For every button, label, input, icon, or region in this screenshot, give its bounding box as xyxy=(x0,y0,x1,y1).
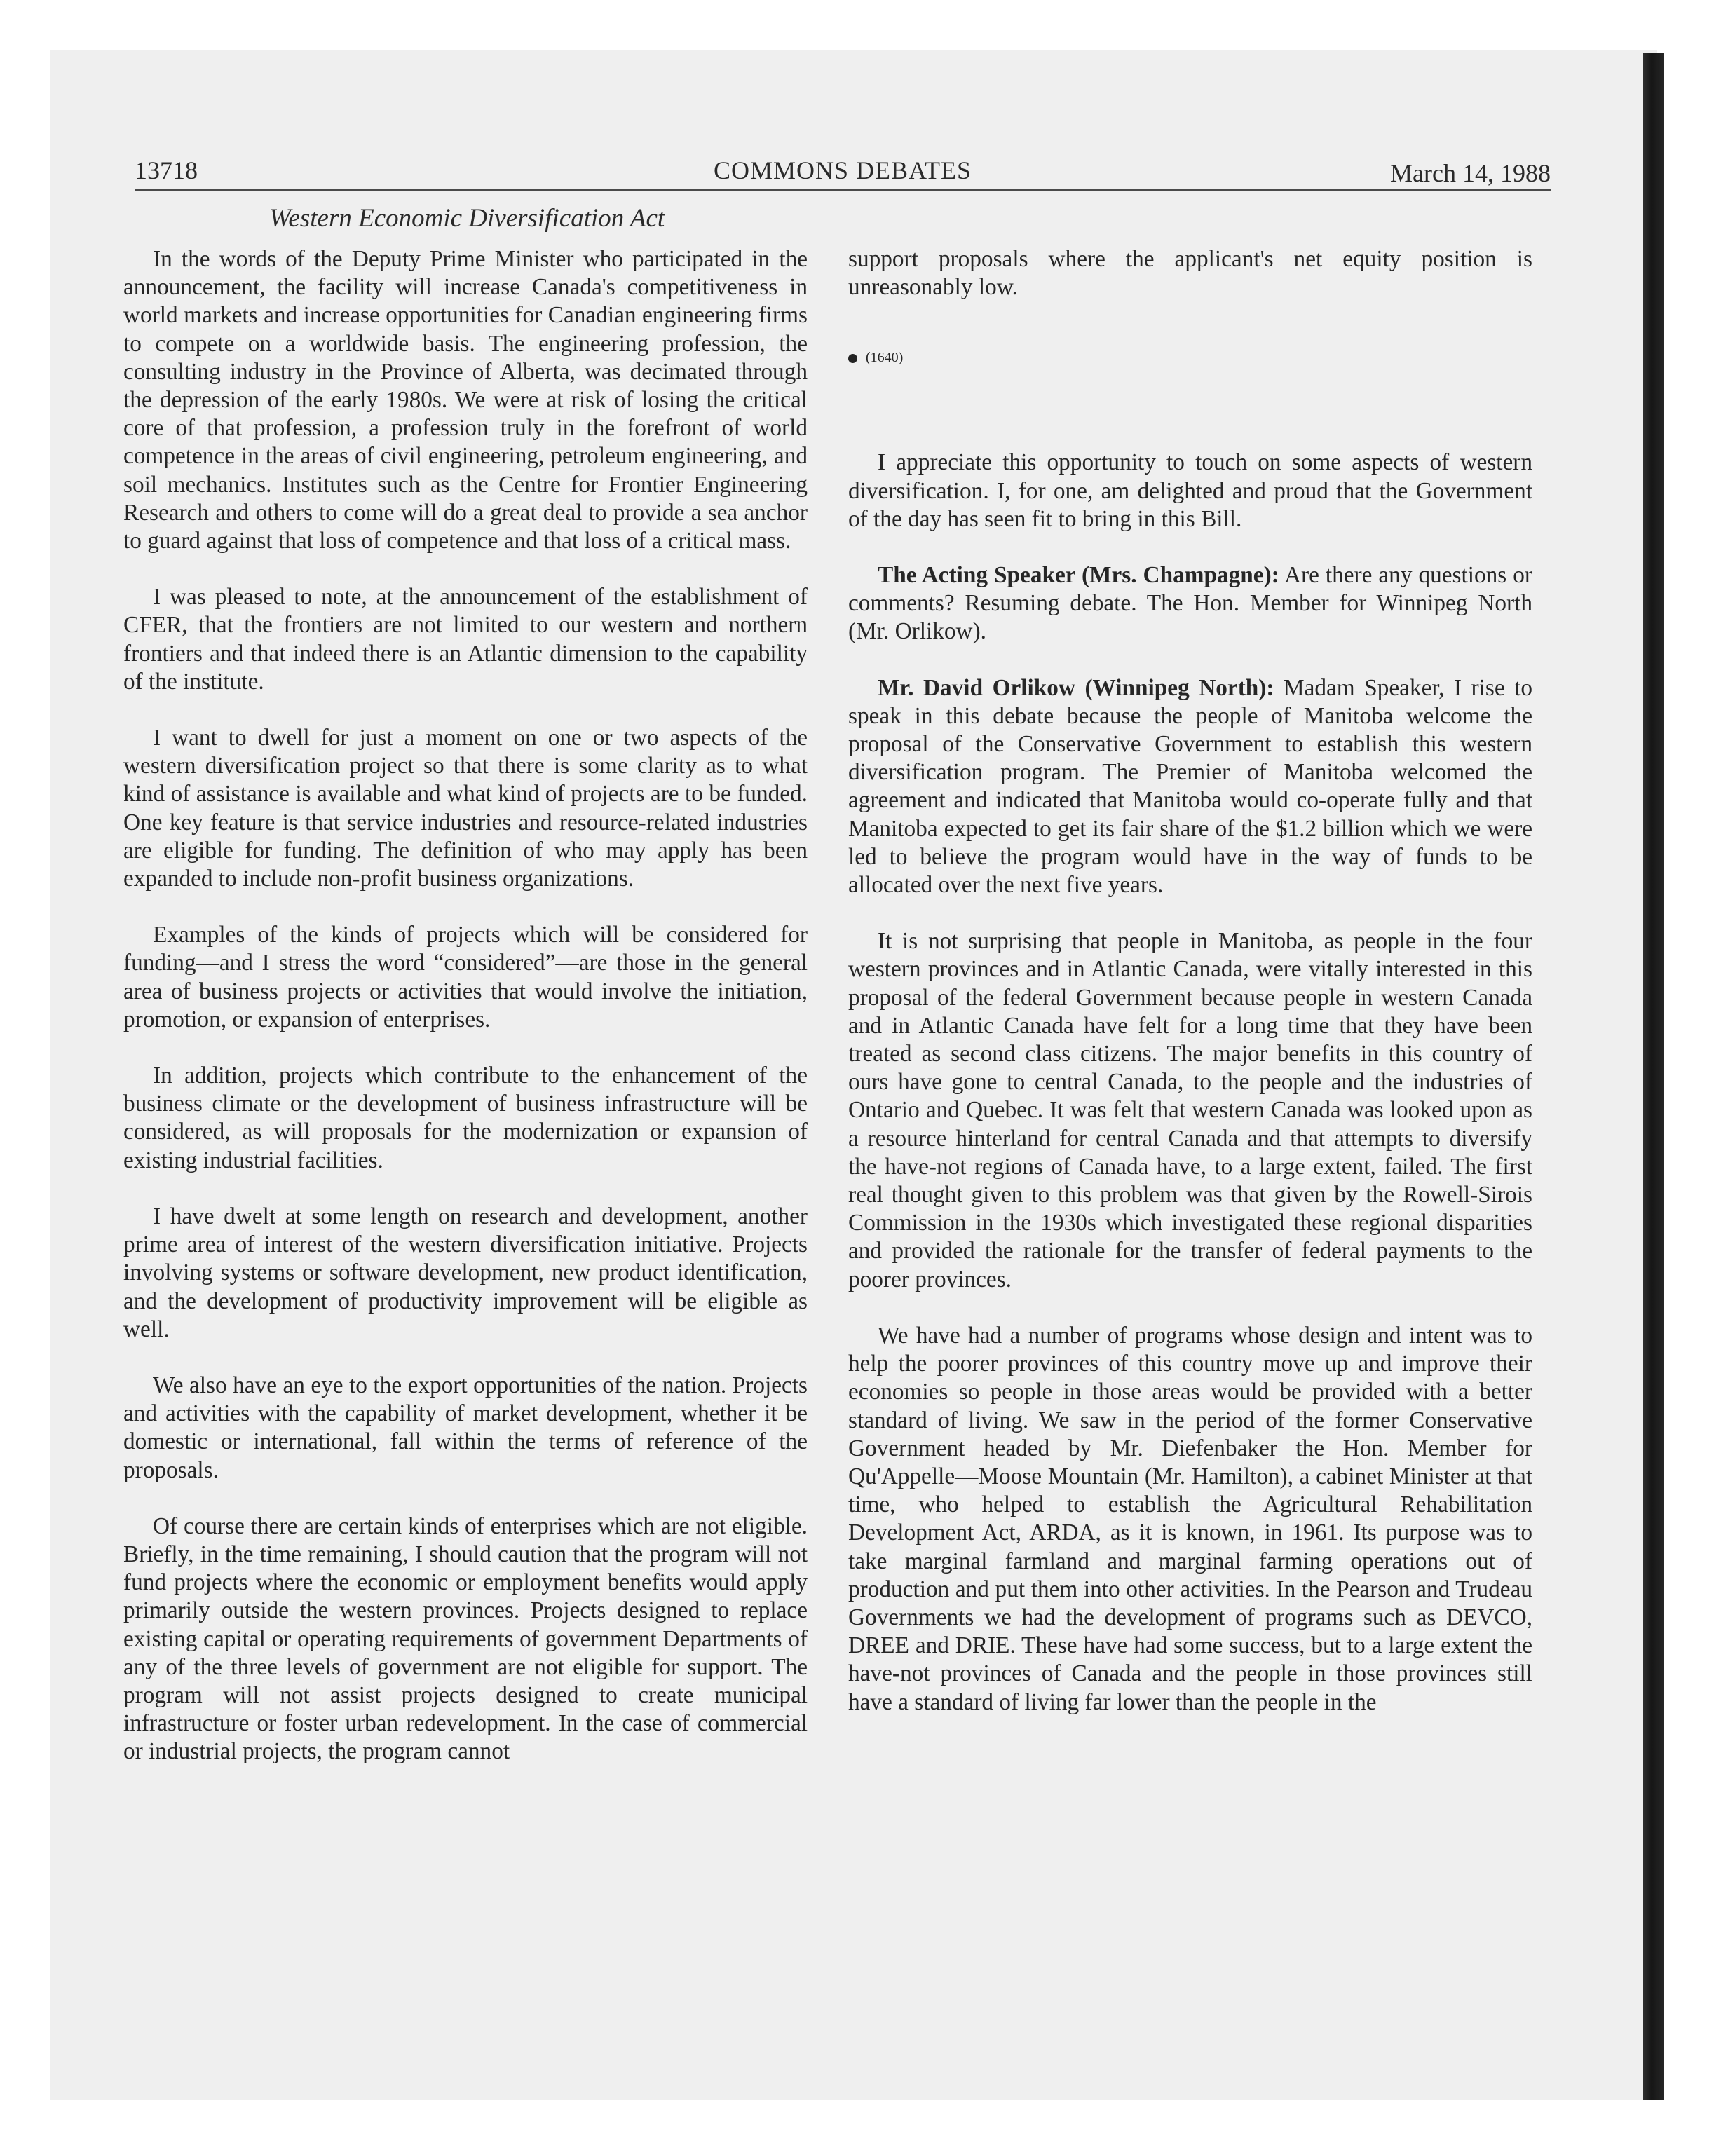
speaker-name: The Acting Speaker (Mrs. Champagne): xyxy=(878,562,1279,589)
bullet-icon xyxy=(848,354,857,363)
paragraph: In the words of the Deputy Prime Minister who participated in the announcement, the facility will increase Canada's competitiveness in world markets and increase opportunities for Canadian engineering firms to compete on a worldwide basis. The engineering profession, the consulting industry in the Province of Alberta, was decimated through the depression of the early 1980s. We were at risk of losing the critical core of that profession, a profession truly in the forefront of world competence in the areas of civil engineering, petroleum engineering, and soil mechanics. Institutes such as the Centre for Frontier Engineering Research and others to come will do a great deal to provide a sea anchor to guard against that loss of competence and that loss of a critical mass. xyxy=(123,246,808,554)
paragraph: I was pleased to note, at the announcement of the establishment of CFER, that the frontiers are not limited to our western and northern frontiers and that indeed there is an Atlantic dimension to the capability of the institute. xyxy=(123,584,808,695)
right-column xyxy=(848,245,1532,1745)
paragraph: I want to dwell for just a moment on one or two aspects of the western diversification project so that there is some clarity as to what kind of assistance is available and what kind of projects are to be funded. One key feature is that service industries and resource-related industries are eligible for funding. The definition of who may apply has been expanded to include non-profit business organizations. xyxy=(123,725,808,892)
speaker-intervention xyxy=(848,674,1532,900)
running-header xyxy=(135,156,1551,192)
continued-paragraph: support proposals where the applicant's net equity position is unreasonably low. xyxy=(848,246,1532,301)
header-rule xyxy=(135,189,1551,191)
paragraph: Of course there are certain kinds of enterprises which are not eligible. Briefly, in the time remaining, I should caution that the program will not fund projects where the economic or employment benefits would apply primarily outside the western provinces. Projects designed to replace existing capital or operating requirements of government Departments of any of the three levels of government are not eligible for support. The program will not assist projects designed to create municipal infrastructure or foster urban redevelopment. In the case of commercial or industrial projects, the program cannot xyxy=(123,1513,808,1765)
paragraph: In addition, projects which contribute to the enhancement of the business climate or the development of business infrastructure will be considered, as will proposals for the modernization or expansion of existing industrial facilities. xyxy=(123,1063,808,1173)
speaker-name: Mr. David Orlikow (Winnipeg North): xyxy=(878,674,1274,701)
subject-heading: Western Economic Diversification Act xyxy=(269,204,665,233)
publication-title: COMMONS DEBATES xyxy=(713,156,972,184)
time-marker-text: (1640) xyxy=(866,350,904,366)
sitting-date: March 14, 1988 xyxy=(1390,159,1551,187)
speaker-intervention xyxy=(848,561,1532,646)
paragraph: I have dwelt at some length on research and development, another prime area of interest of the western diversification initiative. Projects involving systems or software development, new product identification, and the development of productivity improvement will be eligible as well. xyxy=(123,1203,808,1342)
page-binding-edge xyxy=(1643,53,1664,2100)
paragraph: I appreciate this opportunity to touch on some aspects of western diversification. I, for one, am delighted and proud that the Government of the day has seen fit to bring in this Bill. xyxy=(848,449,1532,532)
speaker-text: Are there any questions or comments? Resuming debate. The Hon. Member for Winnipeg North (Mr. Orlikow). xyxy=(848,562,1533,645)
paragraph: We have had a number of programs whose design and intent was to help the poorer provinces of this country move up and improve their economies so people in those areas would be provided with a better standard of living. We saw in the period of the former Conservative Government headed by Mr. Diefenbaker the Hon. Member for Qu'Appelle—Moose Mountain (Mr. Hamilton), a cabinet Minister at that time, who helped to establish the Agricultural Rehabilitation Development Act, ARDA, as it is known, in 1961. Its purpose was to take marginal farmland and marginal farming operations out of production and put them into other activities. In the Pearson and Trudeau Governments we had the development of programs such as DEVCO, DREE and DRIE. These have had some success, but to a large extent the have-not provinces of Canada and the people in those provinces still have a standard of living far lower than the people in the xyxy=(848,1322,1532,1715)
paragraph: Examples of the kinds of projects which will be considered for funding—and I stress the word “considered”—are those in the general area of business projects or activities that would involve the initiation, promotion, or expansion of enterprises. xyxy=(123,922,808,1032)
page-number: 13718 xyxy=(135,156,198,184)
left-column xyxy=(123,245,808,1794)
paragraph: We also have an eye to the export opportunities of the nation. Projects and activities with the capability of market development, whether it be domestic or international, fall within the terms of reference of the proposals. xyxy=(123,1372,808,1483)
speaker-text: Madam Speaker, I rise to speak in this debate because the people of Manitoba welcome the proposal of the Conservative Government to establish this western diversification program. The Premier of Manitoba welcomed the agreement and indicated that Manitoba would co-operate fully and that Manitoba expected to get its fair share of the $1.2 billion which we were led to believe the program would have in the way of funds to be allocated over the next five years. xyxy=(848,674,1532,899)
paragraph: It is not surprising that people in Manitoba, as people in the four western provinces and in Atlantic Canada, were vitally interested in this proposal of the federal Government because people in western Canada and in Atlantic Canada have felt for a long time that they have been treated as second class citizens. The major benefits in this country of ours have gone to central Canada, to the people and the industries of Ontario and Quebec. It was felt that western Canada was looked upon as a resource hinterland for central Canada and that attempts to diversify the have-not regions of Canada have, to a large extent, failed. The first real thought given to this problem was that given by the Rowell-Sirois Commission in the 1930s which investigated these regional disparities and provided the rationale for the transfer of federal payments to the poorer provinces. xyxy=(848,928,1532,1292)
time-marker xyxy=(848,343,1532,371)
